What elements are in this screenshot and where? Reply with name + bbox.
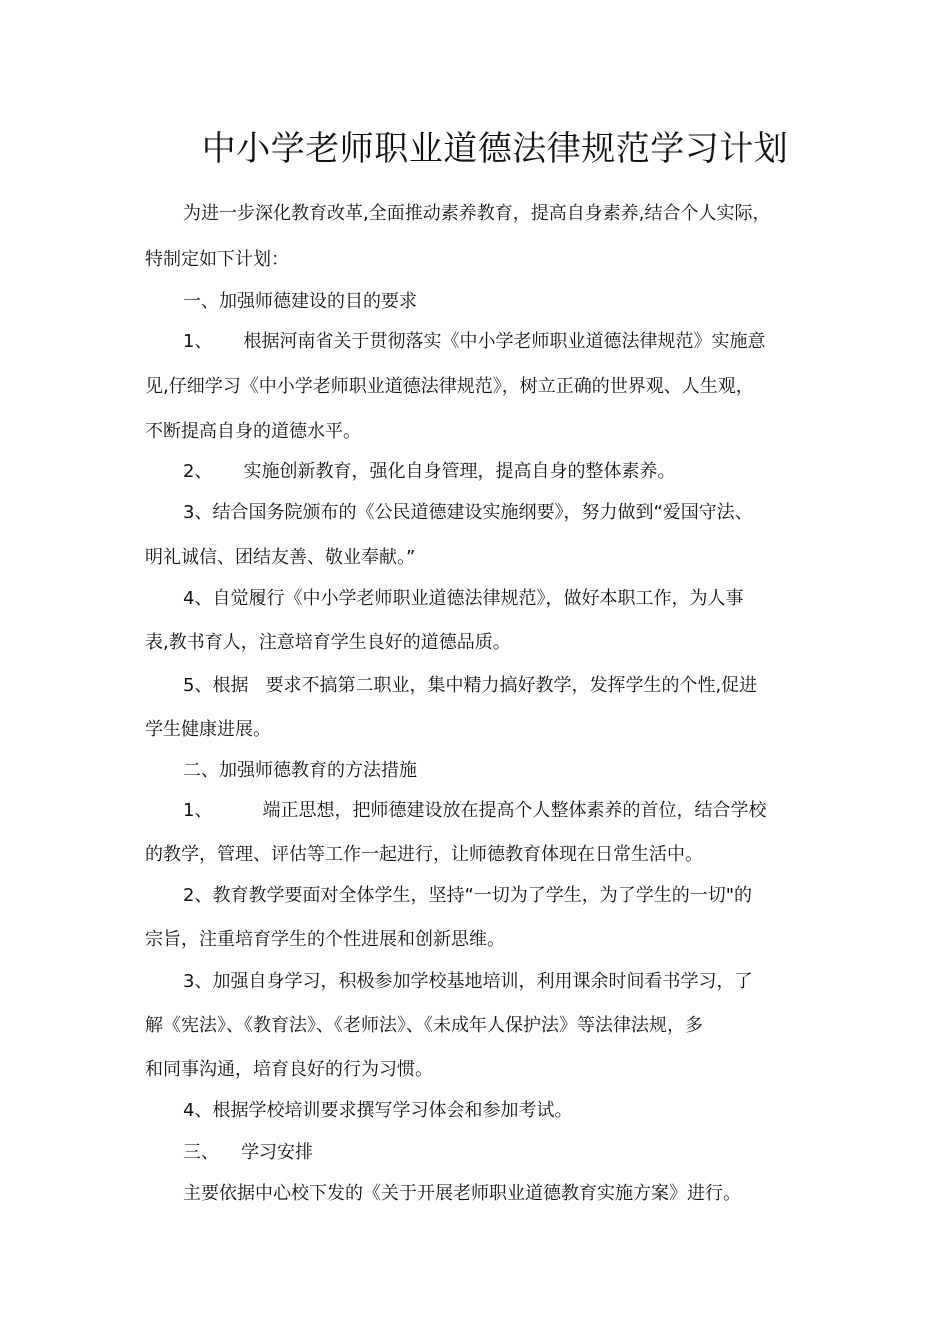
section-3-heading [183, 1140, 313, 1166]
sec1-item1-text: 根据河南省关于贯彻落实《中小学老师职业道德法律规范》实施意 [243, 331, 766, 352]
sec1-item4-line-2: 表,教书育人，注意培育学生良好的道德品质。 [145, 632, 511, 653]
sec1-item1-line-2: 见,仔细学习《中小学老师职业道德法律规范》，树立正确的世界观、人生观， [145, 376, 754, 397]
sec1-item2-number: 2、 [183, 461, 213, 482]
document-title: 中小学老师职业道德法律规范学习计划 [201, 129, 789, 169]
sec2-item1-text: 端正思想，把师德建设放在提高个人整体素养的首位，结合学校 [262, 800, 767, 821]
sec1-item1-line-1 [183, 329, 765, 355]
sec2-item1-line-1 [183, 798, 766, 824]
sec1-item5-text: 要求不搞第二职业，集中精力搞好教学，发挥学生的个性,促进 [265, 675, 758, 696]
sec2-item2-line-2: 宗旨，注重培育学生的个性进展和创新思维。 [145, 929, 505, 950]
sec2-item1-line-2: 的教学，管理、评估等工作一起进行，让师德教育体现在日常生活中。 [145, 844, 703, 865]
section-2-heading: 二、加强师德教育的方法措施 [183, 760, 417, 781]
sec2-item2-line-1: 2、教育教学要面对全体学生，坚持“一切为了学生，为了学生的一切"的 [183, 885, 753, 906]
section-3-number: 三、 [183, 1142, 219, 1163]
sec1-item2-text: 实施创新教育，强化自身管理，提高自身的整体素养。 [243, 461, 676, 482]
sec1-item1-line-3: 不断提高自身的道德水平。 [145, 421, 361, 442]
sec1-item3-line-1: 3、结合国务院颁布的《公民道德建设实施纲要》，努力做到“爱国守法、 [183, 502, 753, 523]
sec2-item4-line-1: 4、根据学校培训要求撰写学习体会和参加考试。 [183, 1100, 573, 1121]
sec2-item3-line-3: 和同事沟通，培育良好的行为习惯。 [145, 1059, 433, 1080]
section-1-heading: 一、加强师德建设的目的要求 [183, 291, 417, 312]
intro-line-1: 为进一步深化教育改革,全面推动素养教育，提高自身素养,结合个人实际， [183, 203, 771, 224]
sec2-item3-line-2: 解《宪法》、《教育法》、《老师法》、《未成年人保护法》等法律法规，多 [145, 1015, 703, 1036]
section-3-title: 学习安排 [241, 1142, 313, 1163]
sec1-item1-number: 1、 [183, 331, 213, 352]
sec2-item3-line-1: 3、加强自身学习，积极参加学校基地培训，利用课余时间看书学习，了 [183, 971, 753, 992]
sec1-item3-line-2: 明礼诚信、团结友善、敬业奉献。” [145, 547, 416, 568]
intro-line-2: 特制定如下计划： [145, 249, 289, 270]
sec1-item4-line-1: 4、自觉履行《中小学老师职业道德法律规范》，做好本职工作，为人事 [183, 588, 744, 609]
sec1-item2-line-1 [183, 459, 675, 485]
sec1-item5-line-2: 学生健康进展。 [145, 719, 271, 740]
sec1-item5-line-1 [183, 673, 757, 699]
sec3-line-1: 主要依据中心校下发的《关于开展老师职业道德教育实施方案》进行。 [183, 1183, 741, 1204]
sec1-item5-start: 5、根据 [183, 675, 249, 696]
sec2-item1-number: 1、 [183, 800, 213, 821]
